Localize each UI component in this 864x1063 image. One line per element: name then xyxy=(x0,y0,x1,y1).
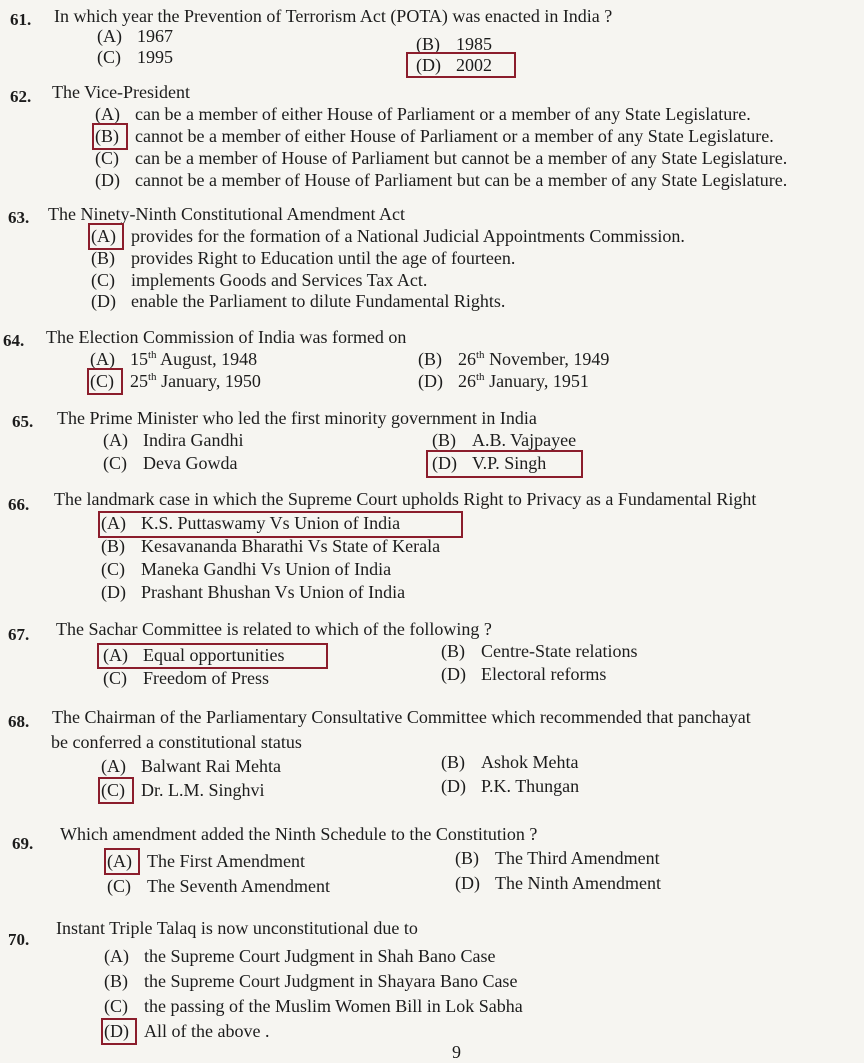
option-b[interactable]: (B) Kesavananda Bharathi Vs State of Kerala xyxy=(101,536,441,556)
option-a[interactable]: (A) Balwant Rai Mehta xyxy=(101,756,281,776)
option-d[interactable]: (D) V.P. Singh xyxy=(432,453,547,473)
question-stem-continued: be conferred a constitutional status xyxy=(51,732,302,752)
question-stem: Instant Triple Talaq is now unconstitutional due to xyxy=(56,918,418,938)
option-a[interactable]: (A) the Supreme Court Judgment in Shah Bano Case xyxy=(104,946,496,966)
option-c[interactable]: (C) 1995 xyxy=(97,47,173,67)
option-a[interactable]: (A) 15th August, 1948 xyxy=(90,349,258,369)
question-number: 62. xyxy=(10,87,32,106)
option-c[interactable]: (C) the passing of the Muslim Women Bill in Lok Sabha xyxy=(104,996,523,1016)
option-a[interactable]: (A) Equal opportunities xyxy=(103,645,285,665)
question-stem: The Prime Minister who led the first minority government in India xyxy=(57,408,537,428)
question-number: 69. xyxy=(12,834,34,853)
question-stem: The Election Commission of India was formed on xyxy=(46,327,407,347)
option-d[interactable]: (D) enable the Parliament to dilute Fundamental Rights. xyxy=(91,291,506,311)
option-c[interactable]: (C) Dr. L.M. Singhvi xyxy=(101,780,265,800)
option-c[interactable]: (C) Freedom of Press xyxy=(103,668,269,688)
option-b[interactable]: (B) Ashok Mehta xyxy=(441,752,579,772)
option-b[interactable]: (B) A.B. Vajpayee xyxy=(432,430,577,450)
option-c[interactable]: (C) The Seventh Amendment xyxy=(107,876,330,896)
option-d[interactable]: (D) The Ninth Amendment xyxy=(455,873,661,893)
question-stem: The Vice-President xyxy=(52,82,191,102)
question-number: 64. xyxy=(3,331,25,350)
question-stem: Which amendment added the Ninth Schedule to the Constitution ? xyxy=(60,824,538,844)
question-stem: The Chairman of the Parliamentary Consultative Committee which recommended that panchayat xyxy=(52,707,751,727)
page-number: 9 xyxy=(452,1042,461,1062)
option-c[interactable]: (C) implements Goods and Services Tax Act. xyxy=(91,270,428,290)
question-number: 67. xyxy=(8,625,30,644)
question-number: 66. xyxy=(8,495,30,514)
option-d[interactable]: (D) All of the above . xyxy=(104,1021,270,1041)
option-c[interactable]: (C) 25th January, 1950 xyxy=(90,371,261,391)
question-number: 63. xyxy=(8,208,30,227)
question-number: 70. xyxy=(8,930,30,949)
question-number: 65. xyxy=(12,412,34,431)
option-b[interactable]: (B) The Third Amendment xyxy=(455,848,660,868)
option-b[interactable]: (B) 1985 xyxy=(416,34,492,54)
question-stem: In which year the Prevention of Terrorism Act (POTA) was enacted in India ? xyxy=(54,6,613,26)
question-number: 61. xyxy=(10,10,32,29)
question-stem: The landmark case in which the Supreme Court upholds Right to Privacy as a Fundamental Right xyxy=(54,489,757,509)
option-c[interactable]: (C) Deva Gowda xyxy=(103,453,238,473)
option-a[interactable]: (A) K.S. Puttaswamy Vs Union of India xyxy=(101,513,401,533)
option-b[interactable]: (B) Centre-State relations xyxy=(441,641,638,661)
option-d[interactable]: (D) Prashant Bhushan Vs Union of India xyxy=(101,582,406,602)
option-c[interactable]: (C) can be a member of House of Parliament but cannot be a member of any State Legislature. xyxy=(95,148,788,168)
option-b[interactable]: (B) cannot be a member of either House of Parliament or a member of any State Legislature. xyxy=(95,126,774,146)
question-stem: The Ninety-Ninth Constitutional Amendment Act xyxy=(48,204,405,224)
option-a[interactable]: (A) provides for the formation of a National Judicial Appointments Commission. xyxy=(91,226,685,246)
option-b[interactable]: (B) the Supreme Court Judgment in Shayara Bano Case xyxy=(104,971,518,991)
question-number: 68. xyxy=(8,712,30,731)
option-d[interactable]: (D) cannot be a member of House of Parliament but can be a member of any State Legislature. xyxy=(95,170,788,190)
option-a[interactable]: (A) can be a member of either House of Parliament or a member of any State Legislature. xyxy=(95,104,751,124)
question-stem: The Sachar Committee is related to which of the following ? xyxy=(56,619,492,639)
option-d[interactable]: (D) Electoral reforms xyxy=(441,664,607,684)
option-d[interactable]: (D) P.K. Thungan xyxy=(441,776,580,796)
option-d[interactable]: (D) 26th January, 1951 xyxy=(418,371,589,391)
option-c[interactable]: (C) Maneka Gandhi Vs Union of India xyxy=(101,559,392,579)
option-b[interactable]: (B) provides Right to Education until the age of fourteen. xyxy=(91,248,516,268)
option-b[interactable]: (B) 26th November, 1949 xyxy=(418,349,610,369)
option-a[interactable]: (A) The First Amendment xyxy=(107,851,305,871)
option-d[interactable]: (D) 2002 xyxy=(416,55,492,75)
option-a[interactable]: (A) 1967 xyxy=(97,26,173,46)
option-a[interactable]: (A) Indira Gandhi xyxy=(103,430,244,450)
